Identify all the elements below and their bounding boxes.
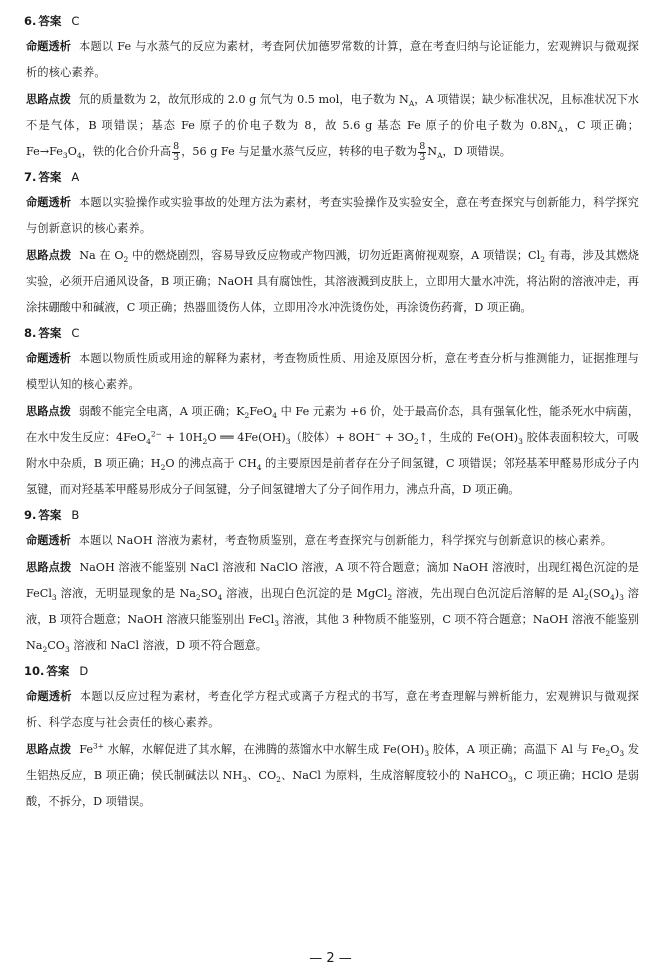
analysis-paragraph <box>26 34 639 86</box>
analysis-paragraph <box>26 190 639 242</box>
analysis-text: 本题以 Fe 与水蒸气的反应为素材，考查阿伏加德罗常数的计算，意在考查归纳与论证能力，宏观辨识与微观探析的核心素养。 <box>26 40 639 79</box>
analysis-label: 命题透析 <box>26 534 71 547</box>
hint-paragraph: 思路点拨 NaOH 溶液不能鉴别 NaCl 溶液和 NaClO 溶液，A 项不符合题意；滴加 NaOH 溶液时，出现红褐色沉淀的是 FeCl$_3$ 溶液，无明显现象的是 $Na_2SO_4$ 溶液，出现白色沉淀的是 MgCl$_2$ 溶液，先出现白色沉淀后溶解的是 $Al_2(SO_4)_3$ 溶液，B 项符合题意；NaOH 溶液只能鉴别出 FeCl$_3$ 溶液，其他 3 种物质不能鉴别，C 项不符合题意；NaOH 溶液不能鉴别 $Na_2CO_3$ 溶液和 NaCl 溶液，D 项不符合题意。 <box>26 561 639 655</box>
hint-label: 思路点拨 <box>26 743 72 756</box>
answer-label: 答案 <box>38 326 62 340</box>
analysis-label: 命题透析 <box>26 40 72 53</box>
answer-line <box>24 662 639 680</box>
question-number: 10. <box>24 664 45 678</box>
analysis-label: 命题透析 <box>26 690 72 703</box>
answer-letter: D <box>79 664 89 678</box>
hint-label: 思路点拨 <box>26 249 72 262</box>
answer-line <box>24 12 639 30</box>
hint-paragraph: 思路点拨 $Fe^{3+}$ 水解，水解促进了其水解，在沸腾的蒸馏水中水解生成 $Fe(OH)_3$ 胶体，A 项正确；高温下 Al 与 $Fe_2O_3$ 发生铝热反应，B 项正确；侯氏制碱法以 $NH_3$、$CO_2$、NaCl 为原料，生成溶解度较小的 NaHCO$_3$，C 项正确；HClO 是弱酸，不拆分，D 项错误。 <box>26 741 640 808</box>
answer-line <box>24 168 639 186</box>
hint-label: 思路点拨 <box>26 561 72 574</box>
analysis-paragraph <box>26 346 639 398</box>
hint-paragraph: 思路点拨 弱酸不能完全电离，A 项正确；$K_2FeO_4$ 中 Fe 元素为 +6 价，处于最高价态，具有强氧化性，能杀死水中病菌，在水中发生反应：$4FeO_4^{2-} + 10H_2O$ ══ $4Fe(OH)_3$（胶体）+ $8OH^- + 3O_2↑$，生成的 $Fe(OH)_3$ 胶体表面积较大，可吸附水中杂质，B 项正确；$H_2O$ 的沸点高于 $CH_4$ 的主要原因是前者存在分子间氢键，C 项错误；邻羟基苯甲醛易形成分子内氢键，而对羟基苯甲醛易形成分子间氢键，分子间氢键增大了分子间作用力，沸点升高，D 项正确。 <box>26 405 640 496</box>
question-10 <box>26 662 639 815</box>
answer-letter: B <box>71 508 80 522</box>
question-6 <box>26 12 639 165</box>
answer-label: 答案 <box>38 508 62 522</box>
analysis-label: 命题透析 <box>26 352 71 365</box>
question-9 <box>26 506 639 659</box>
question-number: 8. <box>24 326 37 340</box>
analysis-paragraph <box>26 528 639 554</box>
answer-line <box>24 506 639 524</box>
answer-letter: C <box>71 14 80 28</box>
fraction: $\frac{8}{3}$ <box>173 140 180 163</box>
hint-label: 思路点拨 <box>26 405 71 418</box>
analysis-paragraph <box>26 684 639 736</box>
question-7 <box>26 168 639 321</box>
question-number: 9. <box>24 508 37 522</box>
question-8 <box>26 324 639 503</box>
analysis-text: 本题以 NaOH 溶液为素材，考查物质鉴别，意在考查探究与创新能力，科学探究与创新意识的核心素养。 <box>78 534 613 547</box>
hint-paragraph: 思路点拨 Na 在 $O_2$ 中的燃烧剧烈，容易导致反应物或产物四溅，切勿近距离俯视观察，A 项错误；$Cl_2$ 有毒，涉及其燃烧实验，必须开启通风设备，B 项正确；NaOH 具有腐蚀性，其溶液溅到皮肤上，立即用大量水冲洗，将沾附的溶液冲走，再涂抹硼酸中和碱液，C 项正确；热器皿烫伤人体，立即用冷水冲洗烫伤处，再涂烫伤药膏，D 项正确。 <box>26 249 639 314</box>
analysis-text: 本题以反应过程为素材，考查化学方程式或离子方程式的书写，意在考查理解与辨析能力，宏观辨识与微观探析、科学态度与社会责任的核心素养。 <box>26 690 639 729</box>
analysis-text: 本题以实验操作或实验事故的处理方法为素材，考查实验操作及实验安全，意在考查探究与创新能力，科学探究与创新意识的核心素养。 <box>26 196 639 235</box>
answer-letter: C <box>71 326 80 340</box>
answer-label: 答案 <box>38 14 62 28</box>
answer-line <box>24 324 639 342</box>
answer-label: 答案 <box>38 170 62 184</box>
page-number: — 2 — <box>309 951 352 966</box>
question-number: 6. <box>24 14 37 28</box>
hint-label: 思路点拨 <box>26 93 71 106</box>
fraction: $\frac{8}{3}$ <box>419 140 426 163</box>
answer-label: 答案 <box>46 664 70 678</box>
analysis-text: 本题以物质性质或用途的解释为素材，考查物质性质、用途及原因分析，意在考查分析与推测能力，证据推理与模型认知的核心素养。 <box>26 352 639 391</box>
analysis-label: 命题透析 <box>26 196 71 209</box>
hint-paragraph: 思路点拨 氘的质量数为 2，故氘形成的 2.0 g 氘气为 0.5 mol，电子数为 $N_A$，A 项错误；缺少标准状况，且标准状况下水不是气体，B 项错误；基态 Fe 原子的价电子数为 8，故 5.6 g 基态 Fe 原子的价电子数为 $0.8N_A$，C 项正确；$Fe\to Fe_3O_4$，铁的化合价升高 $\frac{8}{3}$ ，56 g Fe 与足量水蒸气反应，转移的电子数为 $\frac{8}{3}$ $N_A$，D 项错误。 <box>26 93 639 163</box>
question-number: 7. <box>24 170 37 184</box>
answer-letter: A <box>71 170 80 184</box>
